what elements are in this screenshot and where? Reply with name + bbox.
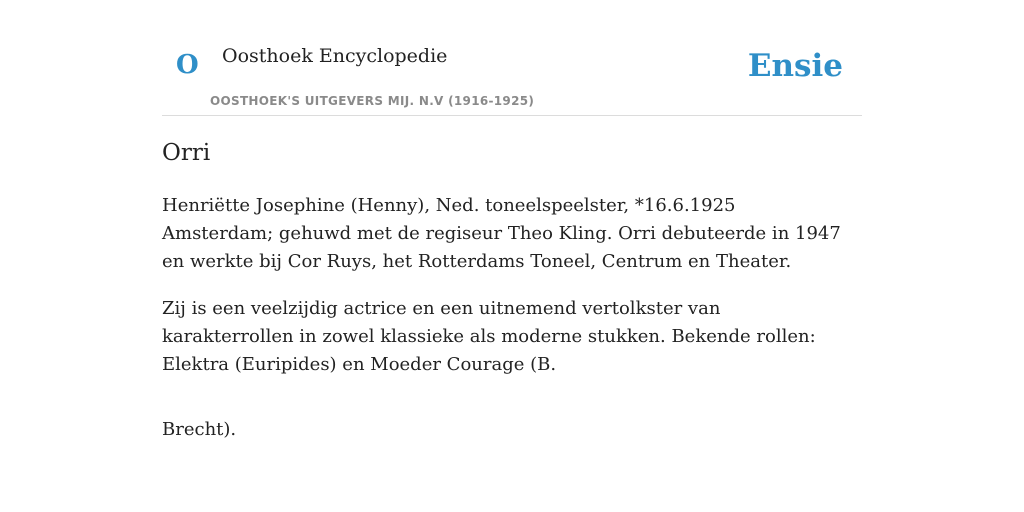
ensie-logo-link[interactable]: Ensie	[747, 48, 843, 84]
entry-title: Orri	[162, 140, 211, 166]
publisher-label: OOSTHOEK'S UITGEVERS MIJ. N.V (1916-1925)	[210, 94, 535, 108]
entry-paragraph: Henriëtte Josephine (Henny), Ned. toneelspeelster, *16.6.1925 Amsterdam; gehuwd met de regiseur Theo Kling. Orri debuteerde in 1947 en werkte bij Cor Ruys, het Rotterdams Toneel, Centrum en Theater.	[162, 195, 841, 272]
entry-paragraph: Brecht).	[162, 419, 237, 440]
header	[162, 0, 862, 116]
book-title-link[interactable]: Oosthoek Encyclopedie	[222, 45, 448, 67]
book-logo-icon[interactable]: O	[176, 50, 199, 80]
entry-paragraph: Zij is een veelzijdig actrice en een uitnemend vertolkster van karakterrollen in zowel klassieke als moderne stukken. Bekende rollen: Elektra (Euripides) en Moeder Courage (B.	[162, 298, 816, 375]
entry-body	[162, 192, 842, 463]
page	[162, 0, 862, 440]
